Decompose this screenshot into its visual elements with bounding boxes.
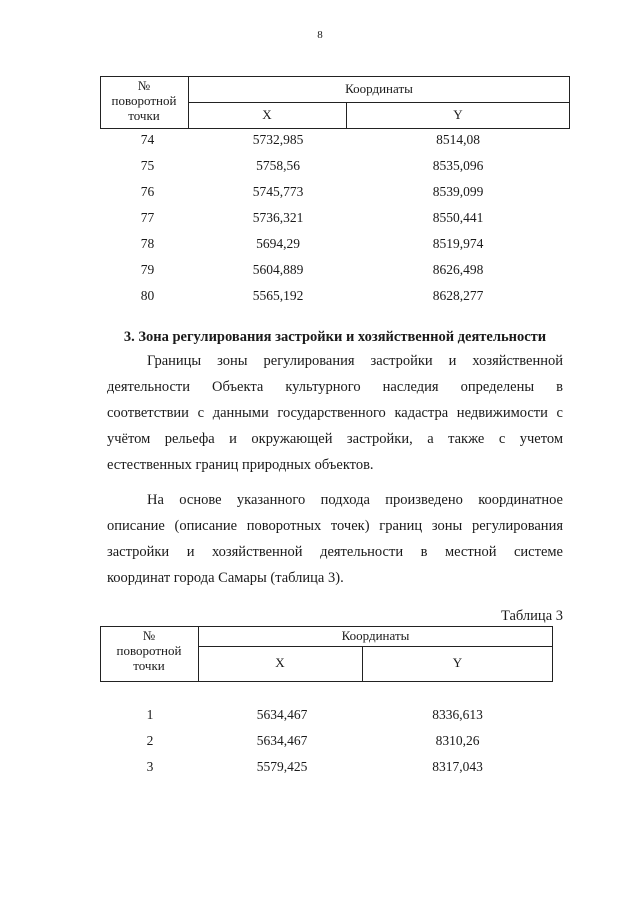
point-number: 78 <box>140 236 155 251</box>
point-number: 74 <box>140 132 155 147</box>
table1-y-header: Y <box>453 107 463 122</box>
x-value: 5732,985 <box>252 132 304 147</box>
table-row <box>100 232 570 258</box>
x-value: 5634,467 <box>256 707 308 722</box>
table-row <box>100 154 570 180</box>
table-row <box>100 755 553 781</box>
point-number: 76 <box>140 184 155 199</box>
table1-x-header: X <box>262 107 272 122</box>
y-value: 8626,498 <box>432 262 484 277</box>
paragraph-line: соответствии с данными государственного кадастра недвижимости с <box>107 405 563 421</box>
point-number: 1 <box>146 707 154 722</box>
table1-header <box>100 76 570 128</box>
y-value: 8550,441 <box>432 210 484 225</box>
x-value: 5758,56 <box>256 158 300 173</box>
x-value: 5736,321 <box>252 210 304 225</box>
page-number: 8 <box>317 29 323 41</box>
y-value: 8628,277 <box>432 288 484 303</box>
point-number: 77 <box>140 210 155 225</box>
table3-body <box>100 703 553 781</box>
table1-body <box>100 128 570 310</box>
x-value: 5634,467 <box>256 733 308 748</box>
paragraph-line: учётом рельефа и окружающей застройки, а также с учетом <box>107 431 563 447</box>
table-row <box>100 284 570 310</box>
table-row <box>100 180 570 206</box>
x-value: 5745,773 <box>252 184 304 199</box>
table-row <box>100 206 570 232</box>
table-row <box>100 258 570 284</box>
point-number: 2 <box>146 733 154 748</box>
table1-coords-header: Координаты <box>345 81 413 96</box>
table3-y-header: Y <box>452 655 463 670</box>
x-value: 5604,889 <box>252 262 304 277</box>
x-value: 5579,425 <box>256 759 308 774</box>
paragraph-line: координат города Самары (таблица 3). <box>107 570 344 586</box>
y-value: 8310,26 <box>435 733 480 748</box>
y-value: 8535,096 <box>432 158 484 173</box>
table3-header <box>100 626 553 681</box>
table-row <box>100 128 570 154</box>
paragraph-line: деятельности Объекта культурного наследия определены в <box>107 379 563 395</box>
y-value: 8519,974 <box>432 236 484 251</box>
x-value: 5565,192 <box>252 288 304 303</box>
y-value: 8514,08 <box>436 132 480 147</box>
point-number: 3 <box>146 759 154 774</box>
table3-col-number-header: № поворотной точки <box>116 628 182 673</box>
paragraph-line: естественных границ природных объектов. <box>107 457 374 473</box>
point-number: 79 <box>140 262 155 277</box>
x-value: 5694,29 <box>256 236 300 251</box>
y-value: 8317,043 <box>432 759 483 774</box>
paragraph-line: застройки и хозяйственной деятельности в местной системе <box>107 544 563 560</box>
table-row <box>100 729 553 755</box>
table1-col-number-header: № поворотной точки <box>111 78 177 123</box>
paragraph-2 <box>107 487 563 591</box>
paragraph-line: описание (описание поворотных точек) границ зоны регулирования <box>107 518 563 534</box>
section-title: 3. Зона регулирования застройки и хозяйственной деятельности <box>123 329 547 345</box>
table3-x-header: X <box>275 655 285 670</box>
point-number: 75 <box>140 158 155 173</box>
point-number: 80 <box>140 288 155 303</box>
paragraph-1 <box>107 348 563 478</box>
y-value: 8539,099 <box>432 184 484 199</box>
table3-coords-header: Координаты <box>341 628 410 643</box>
table3-caption: Таблица 3 <box>500 608 563 624</box>
table-row <box>100 703 553 729</box>
paragraph-line: На основе указанного подхода произведено координатное <box>147 492 563 508</box>
y-value: 8336,613 <box>432 707 483 722</box>
paragraph-line: Границы зоны регулирования застройки и хозяйственной <box>147 353 563 369</box>
